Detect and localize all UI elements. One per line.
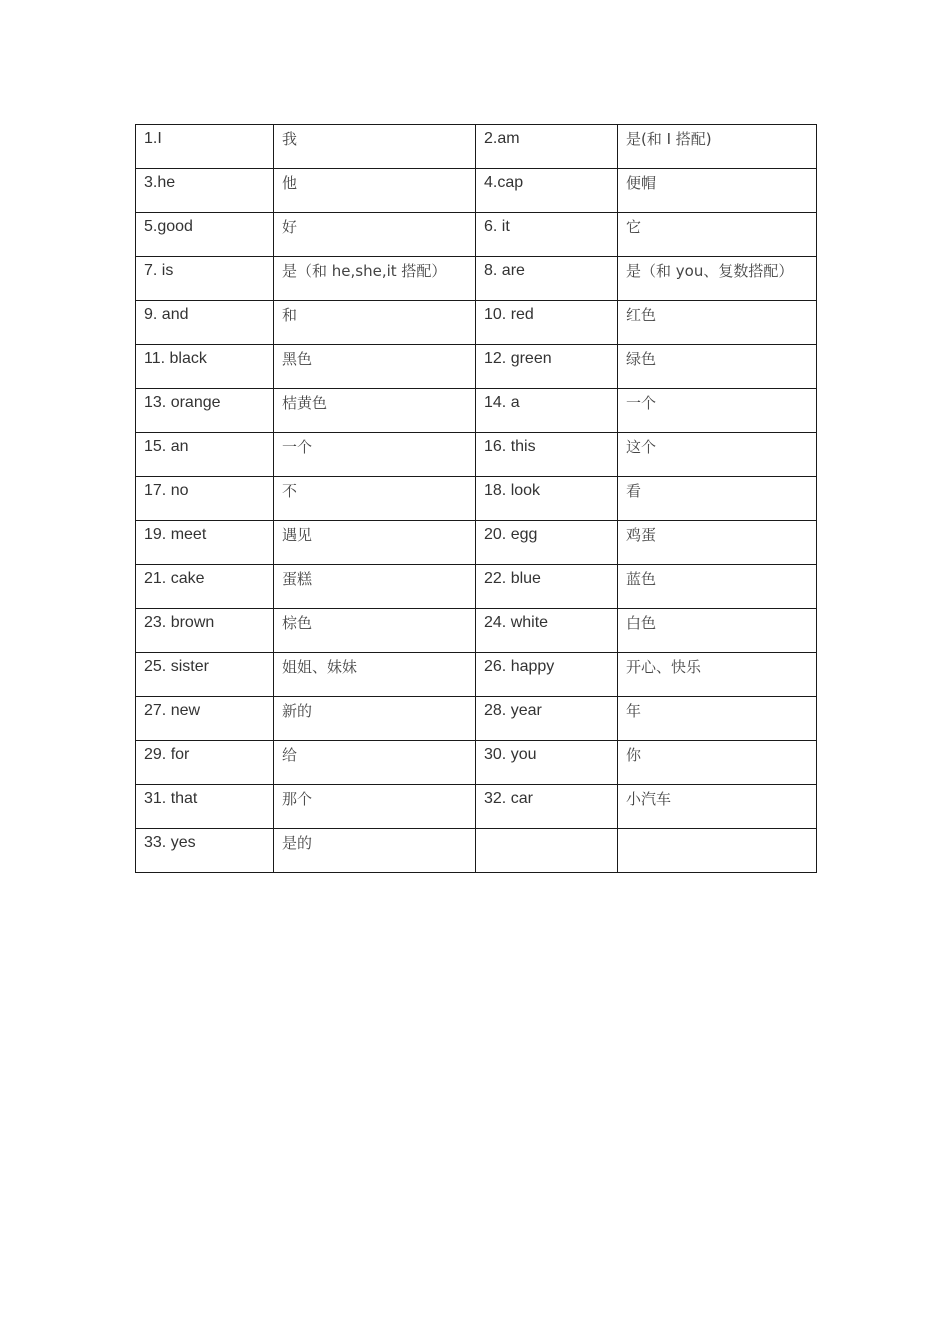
table-row [136, 345, 817, 389]
table-row [136, 741, 817, 785]
chinese-meaning-cell: 姐姐、妹妹 [274, 653, 476, 697]
table-row [136, 389, 817, 433]
chinese-meaning-cell: 是（和 he,she,it 搭配） [274, 257, 476, 301]
english-word-cell: 14. a [476, 389, 618, 433]
english-word-cell: 21. cake [136, 565, 274, 609]
english-word-cell: 6. it [476, 213, 618, 257]
english-word-cell: 12. green [476, 345, 618, 389]
chinese-meaning-cell: 鸡蛋 [618, 521, 817, 565]
chinese-meaning-cell: 开心、快乐 [618, 653, 817, 697]
table-row [136, 433, 817, 477]
english-word-cell: 19. meet [136, 521, 274, 565]
chinese-meaning-cell: 桔黄色 [274, 389, 476, 433]
table-row [136, 785, 817, 829]
chinese-meaning-cell [618, 829, 817, 873]
english-word-cell: 17. no [136, 477, 274, 521]
english-word-cell: 29. for [136, 741, 274, 785]
chinese-meaning-cell: 是（和 you、复数搭配） [618, 257, 817, 301]
english-word-cell: 8. are [476, 257, 618, 301]
chinese-meaning-cell: 一个 [274, 433, 476, 477]
chinese-meaning-cell: 看 [618, 477, 817, 521]
table-row [136, 653, 817, 697]
chinese-meaning-cell: 白色 [618, 609, 817, 653]
chinese-meaning-cell: 它 [618, 213, 817, 257]
english-word-cell: 20. egg [476, 521, 618, 565]
chinese-meaning-cell: 绿色 [618, 345, 817, 389]
english-word-cell: 3.he [136, 169, 274, 213]
chinese-meaning-cell: 小汽车 [618, 785, 817, 829]
chinese-meaning-cell: 是的 [274, 829, 476, 873]
chinese-meaning-cell: 蓝色 [618, 565, 817, 609]
english-word-cell: 5.good [136, 213, 274, 257]
table-row [136, 213, 817, 257]
chinese-meaning-cell: 你 [618, 741, 817, 785]
chinese-meaning-cell: 给 [274, 741, 476, 785]
chinese-meaning-cell: 和 [274, 301, 476, 345]
english-word-cell: 7. is [136, 257, 274, 301]
table-row [136, 609, 817, 653]
english-word-cell: 9. and [136, 301, 274, 345]
chinese-meaning-cell: 不 [274, 477, 476, 521]
english-word-cell: 24. white [476, 609, 618, 653]
english-word-cell: 16. this [476, 433, 618, 477]
chinese-meaning-cell: 新的 [274, 697, 476, 741]
chinese-meaning-cell: 红色 [618, 301, 817, 345]
chinese-meaning-cell: 一个 [618, 389, 817, 433]
chinese-meaning-cell: 便帽 [618, 169, 817, 213]
table-row [136, 521, 817, 565]
english-word-cell: 30. you [476, 741, 618, 785]
vocabulary-table [135, 124, 817, 873]
chinese-meaning-cell: 他 [274, 169, 476, 213]
english-word-cell: 33. yes [136, 829, 274, 873]
chinese-meaning-cell: 棕色 [274, 609, 476, 653]
chinese-meaning-cell: 是(和 I 搭配) [618, 125, 817, 169]
chinese-meaning-cell: 我 [274, 125, 476, 169]
chinese-meaning-cell: 年 [618, 697, 817, 741]
chinese-meaning-cell: 这个 [618, 433, 817, 477]
table-row [136, 301, 817, 345]
table-row [136, 829, 817, 873]
english-word-cell: 26. happy [476, 653, 618, 697]
english-word-cell [476, 829, 618, 873]
english-word-cell: 15. an [136, 433, 274, 477]
table-row [136, 257, 817, 301]
vocabulary-table-body [136, 125, 817, 873]
table-row [136, 169, 817, 213]
english-word-cell: 18. look [476, 477, 618, 521]
chinese-meaning-cell: 那个 [274, 785, 476, 829]
english-word-cell: 10. red [476, 301, 618, 345]
english-word-cell: 23. brown [136, 609, 274, 653]
english-word-cell: 2.am [476, 125, 618, 169]
english-word-cell: 1.I [136, 125, 274, 169]
english-word-cell: 13. orange [136, 389, 274, 433]
english-word-cell: 32. car [476, 785, 618, 829]
english-word-cell: 31. that [136, 785, 274, 829]
chinese-meaning-cell: 遇见 [274, 521, 476, 565]
chinese-meaning-cell: 蛋糕 [274, 565, 476, 609]
english-word-cell: 28. year [476, 697, 618, 741]
table-row [136, 477, 817, 521]
chinese-meaning-cell: 黑色 [274, 345, 476, 389]
table-row [136, 697, 817, 741]
english-word-cell: 27. new [136, 697, 274, 741]
english-word-cell: 22. blue [476, 565, 618, 609]
table-row [136, 565, 817, 609]
english-word-cell: 11. black [136, 345, 274, 389]
chinese-meaning-cell: 好 [274, 213, 476, 257]
table-row [136, 125, 817, 169]
english-word-cell: 25. sister [136, 653, 274, 697]
english-word-cell: 4.cap [476, 169, 618, 213]
